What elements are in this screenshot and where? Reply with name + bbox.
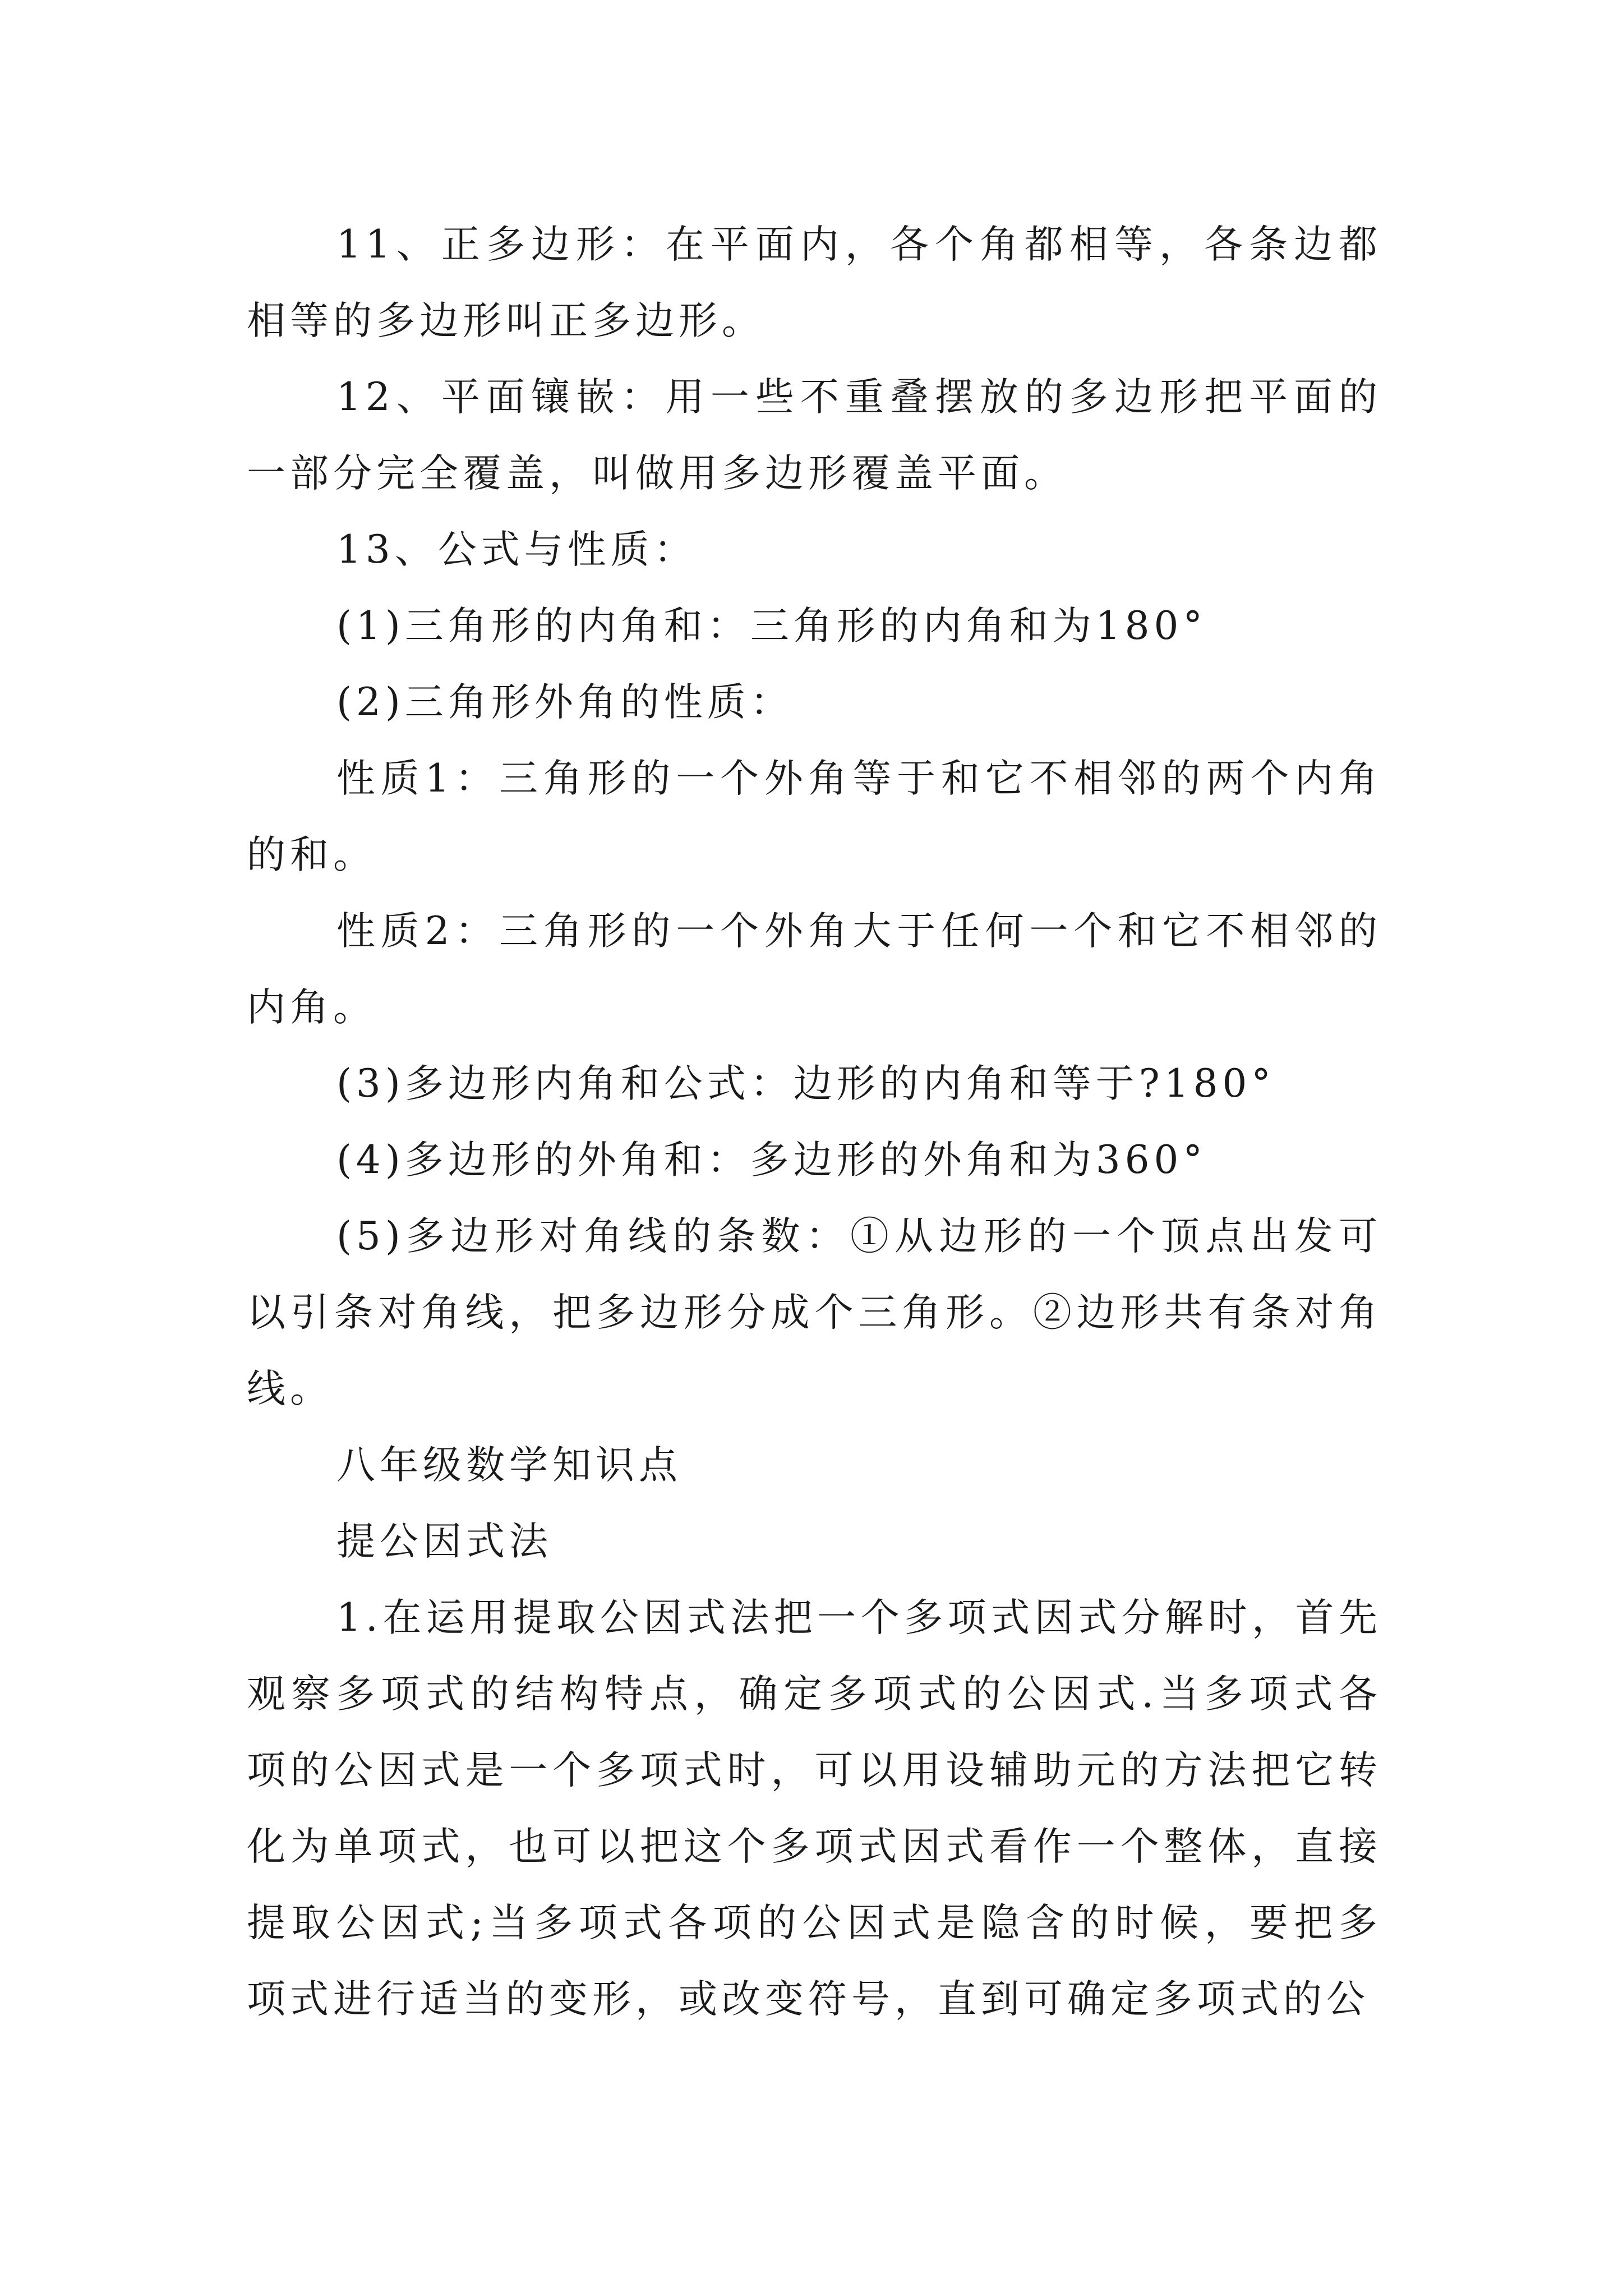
paragraph-polygon-interior-sum: (3)多边形内角和公式：边形的内角和等于?180° [336,1061,1275,1106]
paragraph-exterior-angle-heading: (2)三角形外角的性质： [336,680,794,725]
paragraph-tessellation: 12、平面镶嵌：用一些不重叠摆放的多边形把平面的一部分完全覆盖，叫做用多边形覆盖平面。 [247,375,1382,496]
paragraph-formulas-heading: 13、公式与性质： [336,527,697,572]
paragraph-polygon-exterior-sum: (4)多边形的外角和：多边形的外角和为360° [336,1138,1207,1182]
paragraph-diagonals: (5)多边形对角线的条数：①从边形的一个顶点出发可以引条对角线，把多边形分成个三角形。②边形共有条对角线。 [247,1214,1382,1411]
section-heading: 八年级数学知识点 [336,1443,682,1488]
subsection-heading: 提公因式法 [336,1519,552,1564]
paragraph-property-2: 性质2：三角形的一个外角大于任何一个和它不相邻的内角。 [247,909,1382,1030]
paragraph-regular-polygon: 11、正多边形：在平面内，各个角都相等，各条边都相等的多边形叫正多边形。 [247,222,1382,343]
paragraph-property-1: 性质1：三角形的一个外角等于和它不相邻的两个内角的和。 [247,756,1382,877]
paragraph-common-factor: 1.在运用提取公因式法把一个多项式因式分解时，首先观察多项式的结构特点，确定多项式的公因式.当多项式各项的公因式是一个多项式时，可以用设辅助元的方法把它转化为单项式，也可以把这个多项式因式看作一个整体，直接提取公因式;当多项式各项的公因式是隐含的时候，要把多项式进行适当的变形，或改变符号，直到可确定多项式的公 [247,1595,1382,2022]
document-body [247,206,1382,2037]
paragraph-triangle-angle-sum: (1)三角形的内角和：三角形的内角和为180° [336,604,1207,648]
